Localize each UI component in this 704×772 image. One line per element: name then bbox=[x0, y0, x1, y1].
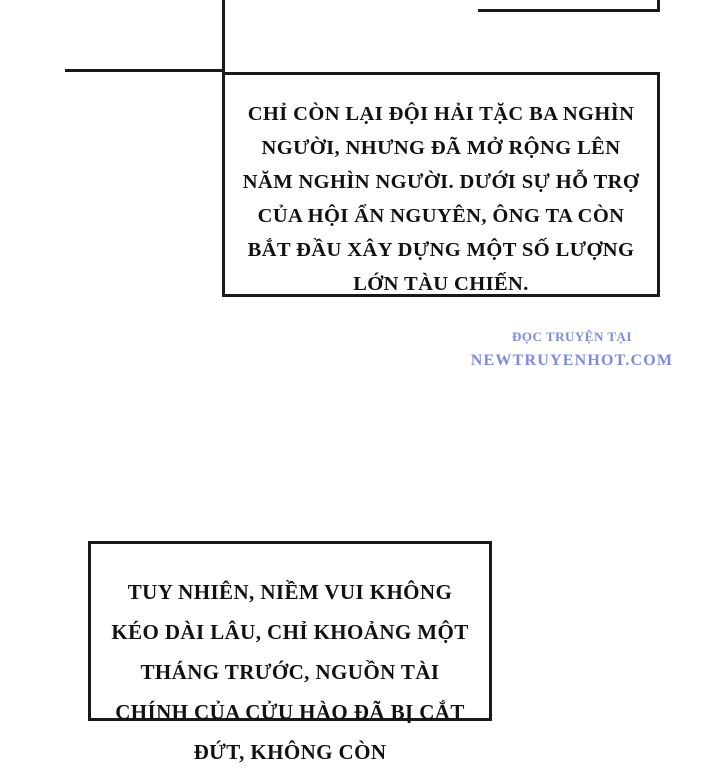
watermark bbox=[452, 328, 692, 372]
speech-panel-lower bbox=[88, 541, 492, 764]
watermark-line-2: NEWTRUYENHOT.COM bbox=[470, 352, 674, 369]
panel-border-top-left bbox=[65, 0, 225, 72]
watermark-line-1: ĐỌC TRUYỆN TẠI bbox=[512, 329, 632, 344]
panel-border-top-right bbox=[478, 0, 660, 12]
speech-panel-lower-text: TUY NHIÊN, NIỀM VUI KHÔNG KÉO DÀI LÂU, CHỈ KHOẢNG MỘT THÁNG TRƯỚC, NGUỒN TÀI CHÍNH CỦA CỬU HÀO ĐÃ BỊ CẮT ĐỨT, KHÔNG CÒN bbox=[111, 580, 469, 764]
speech-panel-upper bbox=[222, 72, 660, 297]
speech-panel-upper-text: CHỈ CÒN LẠI ĐỘI HẢI TẶC BA NGHÌN NGƯỜI, NHƯNG ĐÃ MỞ RỘNG LÊN NĂM NGHÌN NGƯỜI. DƯỚI SỰ HỖ TRỢ CỦA HỘI ẨN NGUYÊN, ÔNG TA CÒN BẮT ĐẦU XÂY DỰNG MỘT SỐ LƯỢNG LỚN TÀU CHIẾN. bbox=[242, 103, 640, 295]
